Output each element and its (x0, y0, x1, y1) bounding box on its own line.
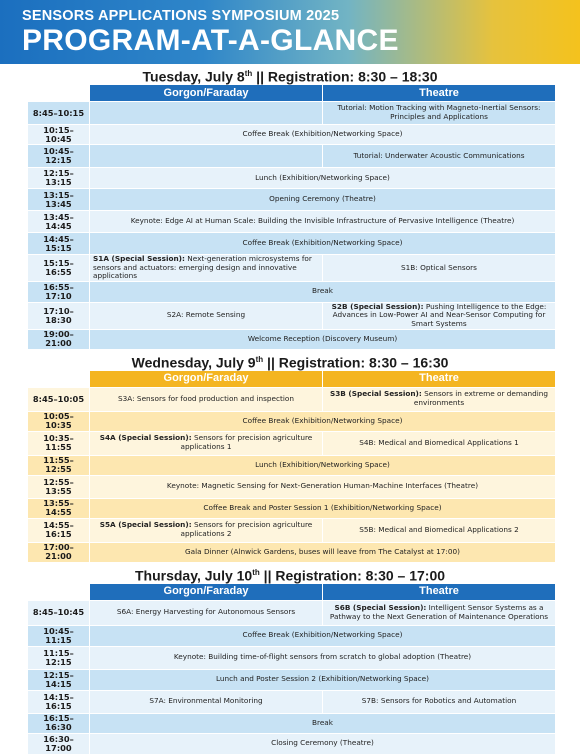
table-row (28, 625, 556, 646)
session-cell: S6A: Energy Harvesting for Autonomous Sensors (90, 600, 323, 625)
table-row (28, 455, 556, 475)
time-slot: 12:15–14:15 (28, 669, 90, 690)
table-row (28, 168, 556, 189)
plenary-event: Keynote: Magnetic Sensing for Next-Generation Human-Machine Interfaces (Theatre) (90, 475, 556, 498)
session-cell: S7B: Sensors for Robotics and Automation (323, 690, 556, 713)
table-row (28, 669, 556, 690)
session-cell: S2B (Special Session): Pushing Intelligence to the Edge: Advances in Low-Power AI and Near-Sensor Computing for Smart Systems (323, 302, 556, 329)
time-slot: 10:05–10:35 (28, 411, 90, 431)
time-slot: 17:10–18:30 (28, 302, 90, 329)
session-cell: S1A (Special Session): Next-generation microsystems for sensors and actuators: emerging design and innovative applications (90, 255, 323, 282)
plenary-event: Keynote: Building time-of-flight sensors from scratch to global adoption (Theatre) (90, 646, 556, 669)
table-row (28, 542, 556, 562)
plenary-event: Keynote: Edge AI at Human Scale: Building the Invisible Infrastructure of Pervasive Intelligence (Theatre) (90, 211, 556, 233)
column-header: Gorgon/Faraday (90, 370, 323, 387)
table-row (28, 281, 556, 302)
session-cell: S3B (Special Session): Sensors in extreme or demanding environments (323, 387, 556, 411)
session-cell: S7A: Environmental Monitoring (90, 690, 323, 713)
table-row (28, 646, 556, 669)
table-row (28, 233, 556, 255)
table-row (28, 498, 556, 518)
table-row (28, 475, 556, 498)
time-slot: 10:45–12:15 (28, 145, 90, 168)
table-row (28, 302, 556, 329)
time-slot: 8:45–10:05 (28, 387, 90, 411)
table-header (28, 583, 556, 600)
time-slot: 13:15–13:45 (28, 189, 90, 211)
plenary-event: Lunch (Exhibition/Networking Space) (90, 455, 556, 475)
table-header (28, 85, 556, 102)
time-slot: 16:30–17:00 (28, 733, 90, 754)
plenary-event: Gala Dinner (Alnwick Gardens, buses will leave from The Catalyst at 17:00) (90, 542, 556, 562)
session-cell: S6B (Special Session): Intelligent Sensor Systems as a Pathway to the Next Generation of Maintenance Operations (323, 600, 556, 625)
schedule-table-wednesday (27, 370, 556, 563)
table-header (28, 370, 556, 387)
event-name: SENSORS APPLICATIONS SYMPOSIUM 2025 (22, 8, 340, 24)
column-header: Gorgon/Faraday (90, 85, 323, 102)
session-cell: Tutorial: Motion Tracking with Magneto-Inertial Sensors: Principles and Applications (323, 102, 556, 125)
day-title-tuesday: Tuesday, July 8th || Registration: 8:30 – 18:30 (142, 68, 438, 85)
plenary-event: Welcome Reception (Discovery Museum) (90, 329, 556, 349)
table-row (28, 125, 556, 145)
session-cell: S5B: Medical and Biomedical Applications 2 (323, 518, 556, 542)
table-row (28, 690, 556, 713)
time-slot: 8:45–10:15 (28, 102, 90, 125)
column-header: Theatre (323, 85, 556, 102)
plenary-event: Break (90, 713, 556, 733)
column-header: Theatre (323, 370, 556, 387)
time-slot: 11:55–12:55 (28, 455, 90, 475)
page-header (0, 0, 580, 64)
session-cell (90, 102, 323, 125)
time-slot: 11:15–12:15 (28, 646, 90, 669)
session-cell: S4B: Medical and Biomedical Applications 1 (323, 431, 556, 455)
time-slot: 13:45–14:45 (28, 211, 90, 233)
session-cell: S4A (Special Session): Sensors for precision agriculture applications 1 (90, 431, 323, 455)
time-slot: 8:45–10:45 (28, 600, 90, 625)
table-row (28, 102, 556, 125)
plenary-event: Break (90, 281, 556, 302)
page-title: PROGRAM-AT-A-GLANCE (22, 24, 399, 57)
plenary-event: Coffee Break (Exhibition/Networking Space) (90, 233, 556, 255)
session-cell: S1B: Optical Sensors (323, 255, 556, 282)
table-row (28, 600, 556, 625)
plenary-event: Lunch and Poster Session 2 (Exhibition/Networking Space) (90, 669, 556, 690)
time-slot: 10:35–11:55 (28, 431, 90, 455)
column-header: Theatre (323, 583, 556, 600)
plenary-event: Coffee Break (Exhibition/Networking Space) (90, 411, 556, 431)
column-header: Gorgon/Faraday (90, 583, 323, 600)
table-row (28, 713, 556, 733)
time-slot: 17:00–21:00 (28, 542, 90, 562)
schedule-table-thursday (27, 583, 556, 755)
time-slot: 14:55–16:15 (28, 518, 90, 542)
table-row (28, 211, 556, 233)
table-row (28, 255, 556, 282)
table-row (28, 189, 556, 211)
plenary-event: Coffee Break and Poster Session 1 (Exhibition/Networking Space) (90, 498, 556, 518)
time-slot: 14:15–16:15 (28, 690, 90, 713)
table-row (28, 733, 556, 754)
table-row (28, 329, 556, 349)
time-slot: 10:15–10:45 (28, 125, 90, 145)
table-row (28, 431, 556, 455)
time-slot: 12:15–13:15 (28, 168, 90, 189)
time-slot: 16:55–17:10 (28, 281, 90, 302)
time-slot: 15:15–16:55 (28, 255, 90, 282)
session-cell: S2A: Remote Sensing (90, 302, 323, 329)
session-cell: S5A (Special Session): Sensors for precision agriculture applications 2 (90, 518, 323, 542)
time-slot: 12:55–13:55 (28, 475, 90, 498)
day-title-thursday: Thursday, July 10th || Registration: 8:30 – 17:00 (134, 567, 446, 584)
table-row (28, 518, 556, 542)
session-cell: Tutorial: Underwater Acoustic Communications (323, 145, 556, 168)
time-slot: 19:00–21:00 (28, 329, 90, 349)
plenary-event: Closing Ceremony (Theatre) (90, 733, 556, 754)
session-cell: S3A: Sensors for food production and inspection (90, 387, 323, 411)
time-slot: 10:45–11:15 (28, 625, 90, 646)
time-slot: 16:15–16:30 (28, 713, 90, 733)
plenary-event: Lunch (Exhibition/Networking Space) (90, 168, 556, 189)
schedule-table-tuesday (27, 84, 556, 350)
time-slot: 13:55–14:55 (28, 498, 90, 518)
plenary-event: Coffee Break (Exhibition/Networking Space) (90, 125, 556, 145)
table-row (28, 145, 556, 168)
table-row (28, 411, 556, 431)
plenary-event: Opening Ceremony (Theatre) (90, 189, 556, 211)
plenary-event: Coffee Break (Exhibition/Networking Space) (90, 625, 556, 646)
day-title-wednesday: Wednesday, July 9th || Registration: 8:30 – 16:30 (131, 354, 449, 371)
session-cell (90, 145, 323, 168)
table-row (28, 387, 556, 411)
time-slot: 14:45–15:15 (28, 233, 90, 255)
